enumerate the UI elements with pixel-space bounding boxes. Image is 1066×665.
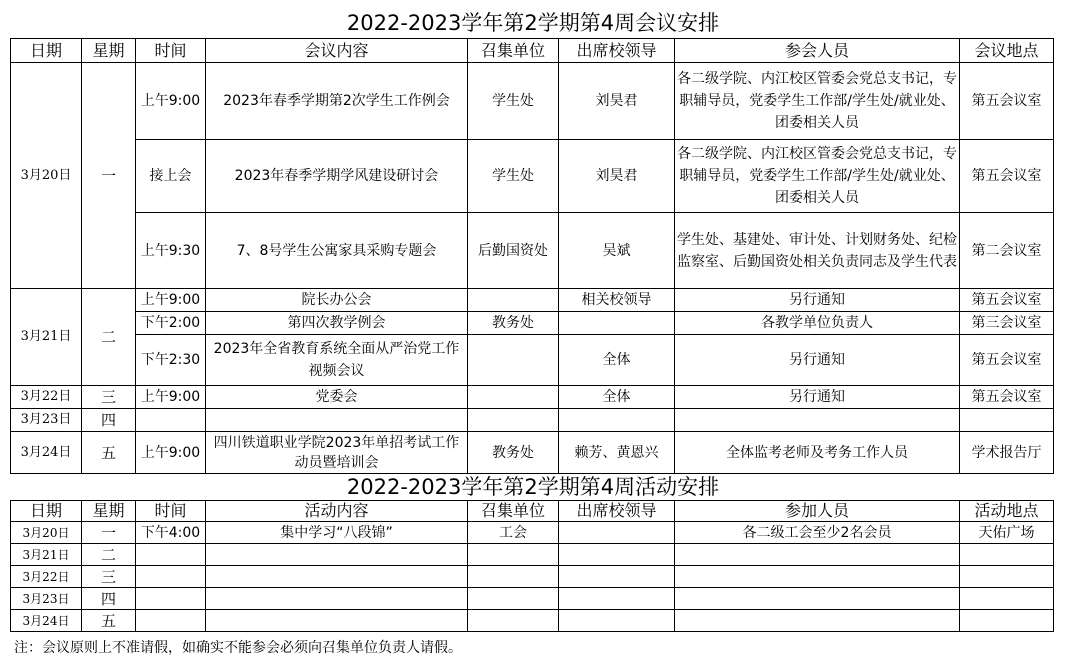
weekday-cell: 三 (82, 386, 136, 409)
header-content: 活动内容 (206, 501, 468, 522)
convener-cell (468, 386, 559, 409)
weekday-cell: 四 (82, 588, 136, 610)
table-row (11, 63, 1054, 140)
time-cell: 上午9:00 (136, 432, 206, 474)
content-cell (206, 566, 468, 588)
location-cell (960, 566, 1054, 588)
time-cell (136, 409, 206, 432)
time-cell: 下午2:00 (136, 312, 206, 335)
date-cell: 3月24日 (11, 432, 82, 474)
weekday-cell: 一 (82, 63, 136, 289)
location-cell: 第二会议室 (960, 213, 1054, 289)
attendees-cell: 各教学单位负责人 (675, 312, 960, 335)
date-cell: 3月24日 (11, 610, 82, 632)
table-row (11, 289, 1054, 312)
attendees-cell: 学生处、基建处、审计处、计划财务处、纪检监察室、后勤国资处相关负责同志及学生代表 (675, 213, 960, 289)
time-cell: 上午9:30 (136, 213, 206, 289)
location-cell: 第五会议室 (960, 386, 1054, 409)
attendees-cell (675, 544, 960, 566)
leader-cell (559, 312, 675, 335)
leader-cell: 吴斌 (559, 213, 675, 289)
table-row (11, 409, 1054, 432)
header-weekday: 星期 (82, 39, 136, 63)
convener-cell: 工会 (468, 522, 559, 544)
header-time: 时间 (136, 501, 206, 522)
leader-cell: 相关校领导 (559, 289, 675, 312)
attendees-cell: 各二级工会至少2名会员 (675, 522, 960, 544)
attendees-cell (675, 566, 960, 588)
time-cell: 下午2:30 (136, 335, 206, 386)
weekday-cell: 五 (82, 610, 136, 632)
content-cell: 2023年全省教育系统全面从严治党工作视频会议 (206, 335, 468, 386)
attendees-cell (675, 409, 960, 432)
table-row (11, 312, 1054, 335)
date-cell: 3月21日 (11, 544, 82, 566)
attendees-cell (675, 588, 960, 610)
time-cell: 上午9:00 (136, 386, 206, 409)
header-date: 日期 (11, 39, 82, 63)
leader-cell (559, 409, 675, 432)
meeting-header-row (11, 39, 1054, 63)
attendees-cell (675, 610, 960, 632)
convener-cell (468, 588, 559, 610)
leader-cell: 全体 (559, 386, 675, 409)
date-cell: 3月23日 (11, 409, 82, 432)
date-cell: 3月21日 (11, 289, 82, 386)
location-cell: 第五会议室 (960, 63, 1054, 140)
convener-cell: 学生处 (468, 140, 559, 213)
date-cell: 3月23日 (11, 588, 82, 610)
convener-cell (468, 335, 559, 386)
weekday-cell: 三 (82, 566, 136, 588)
location-cell: 第三会议室 (960, 312, 1054, 335)
time-cell (136, 566, 206, 588)
content-cell: 7、8号学生公寓家具采购专题会 (206, 213, 468, 289)
attendees-cell: 全体监考老师及考务工作人员 (675, 432, 960, 474)
leader-cell: 刘昊君 (559, 140, 675, 213)
header-attendees: 参会人员 (675, 39, 960, 63)
convener-cell: 学生处 (468, 63, 559, 140)
convener-cell: 教务处 (468, 312, 559, 335)
attendees-cell: 另行通知 (675, 335, 960, 386)
leader-cell (559, 522, 675, 544)
activity-schedule-title: 2022-2023学年第2学期第4周活动安排 (346, 475, 720, 499)
header-content: 会议内容 (206, 39, 468, 63)
date-cell: 3月20日 (11, 522, 82, 544)
attendees-cell: 各二级学院、内江校区管委会党总支书记，专职辅导员，党委学生工作部/学生处/就业处、团委相关人员 (675, 140, 960, 213)
table-row (11, 335, 1054, 386)
date-cell: 3月20日 (11, 63, 82, 289)
attendees-cell: 各二级学院、内江校区管委会党总支书记，专职辅导员，党委学生工作部/学生处/就业处、团委相关人员 (675, 63, 960, 140)
location-cell (960, 544, 1054, 566)
content-cell: 2023年春季学期第2次学生工作例会 (206, 63, 468, 140)
header-date: 日期 (11, 501, 82, 522)
convener-cell (468, 289, 559, 312)
location-cell: 第五会议室 (960, 289, 1054, 312)
content-cell (206, 544, 468, 566)
table-row (11, 544, 1054, 566)
time-cell (136, 588, 206, 610)
activity-header-row (11, 501, 1054, 522)
leader-cell (559, 610, 675, 632)
convener-cell (468, 544, 559, 566)
leader-cell (559, 566, 675, 588)
leader-cell: 赖芳、黄恩兴 (559, 432, 675, 474)
location-cell: 第五会议室 (960, 335, 1054, 386)
leader-cell: 刘昊君 (559, 63, 675, 140)
header-convener: 召集单位 (468, 501, 559, 522)
header-attendees: 参加人员 (675, 501, 960, 522)
leader-cell (559, 588, 675, 610)
content-cell (206, 409, 468, 432)
convener-cell: 后勤国资处 (468, 213, 559, 289)
content-cell: 集中学习“八段锦” (206, 522, 468, 544)
table-row (11, 213, 1054, 289)
date-cell: 3月22日 (11, 386, 82, 409)
header-leader: 出席校领导 (559, 501, 675, 522)
activity-schedule-table (10, 500, 1054, 632)
location-cell: 天佑广场 (960, 522, 1054, 544)
time-cell: 下午4:00 (136, 522, 206, 544)
location-cell: 学术报告厅 (960, 432, 1054, 474)
content-cell (206, 588, 468, 610)
convener-cell: 教务处 (468, 432, 559, 474)
time-cell: 上午9:00 (136, 63, 206, 140)
location-cell: 第五会议室 (960, 140, 1054, 213)
table-row (11, 432, 1054, 474)
table-row (11, 522, 1054, 544)
date-cell: 3月22日 (11, 566, 82, 588)
attendees-cell: 另行通知 (675, 289, 960, 312)
header-time: 时间 (136, 39, 206, 63)
footnote: 注：会议原则上不准请假，如确实不能参会必须向召集单位负责人请假。 (14, 640, 462, 656)
weekday-cell: 四 (82, 409, 136, 432)
time-cell (136, 544, 206, 566)
meeting-schedule-table (10, 38, 1054, 474)
content-cell: 四川铁道职业学院2023年单招考试工作动员暨培训会 (206, 432, 468, 474)
weekday-cell: 二 (82, 544, 136, 566)
content-cell: 第四次教学例会 (206, 312, 468, 335)
location-cell (960, 409, 1054, 432)
attendees-cell: 另行通知 (675, 386, 960, 409)
header-location: 活动地点 (960, 501, 1054, 522)
leader-cell (559, 544, 675, 566)
table-row (11, 610, 1054, 632)
table-row (11, 140, 1054, 213)
location-cell (960, 588, 1054, 610)
header-convener: 召集单位 (468, 39, 559, 63)
header-weekday: 星期 (82, 501, 136, 522)
header-leader: 出席校领导 (559, 39, 675, 63)
content-cell: 党委会 (206, 386, 468, 409)
weekday-cell: 二 (82, 289, 136, 386)
time-cell (136, 610, 206, 632)
table-row (11, 386, 1054, 409)
content-cell: 2023年春季学期学风建设研讨会 (206, 140, 468, 213)
time-cell: 上午9:00 (136, 289, 206, 312)
table-row (11, 588, 1054, 610)
convener-cell (468, 566, 559, 588)
leader-cell: 全体 (559, 335, 675, 386)
header-location: 会议地点 (960, 39, 1054, 63)
table-row (11, 566, 1054, 588)
time-cell: 接上会 (136, 140, 206, 213)
convener-cell (468, 610, 559, 632)
meeting-schedule-title: 2022-2023学年第2学期第4周会议安排 (346, 11, 720, 35)
content-cell (206, 610, 468, 632)
weekday-cell: 五 (82, 432, 136, 474)
content-cell: 院长办公会 (206, 289, 468, 312)
location-cell (960, 610, 1054, 632)
weekday-cell: 一 (82, 522, 136, 544)
convener-cell (468, 409, 559, 432)
